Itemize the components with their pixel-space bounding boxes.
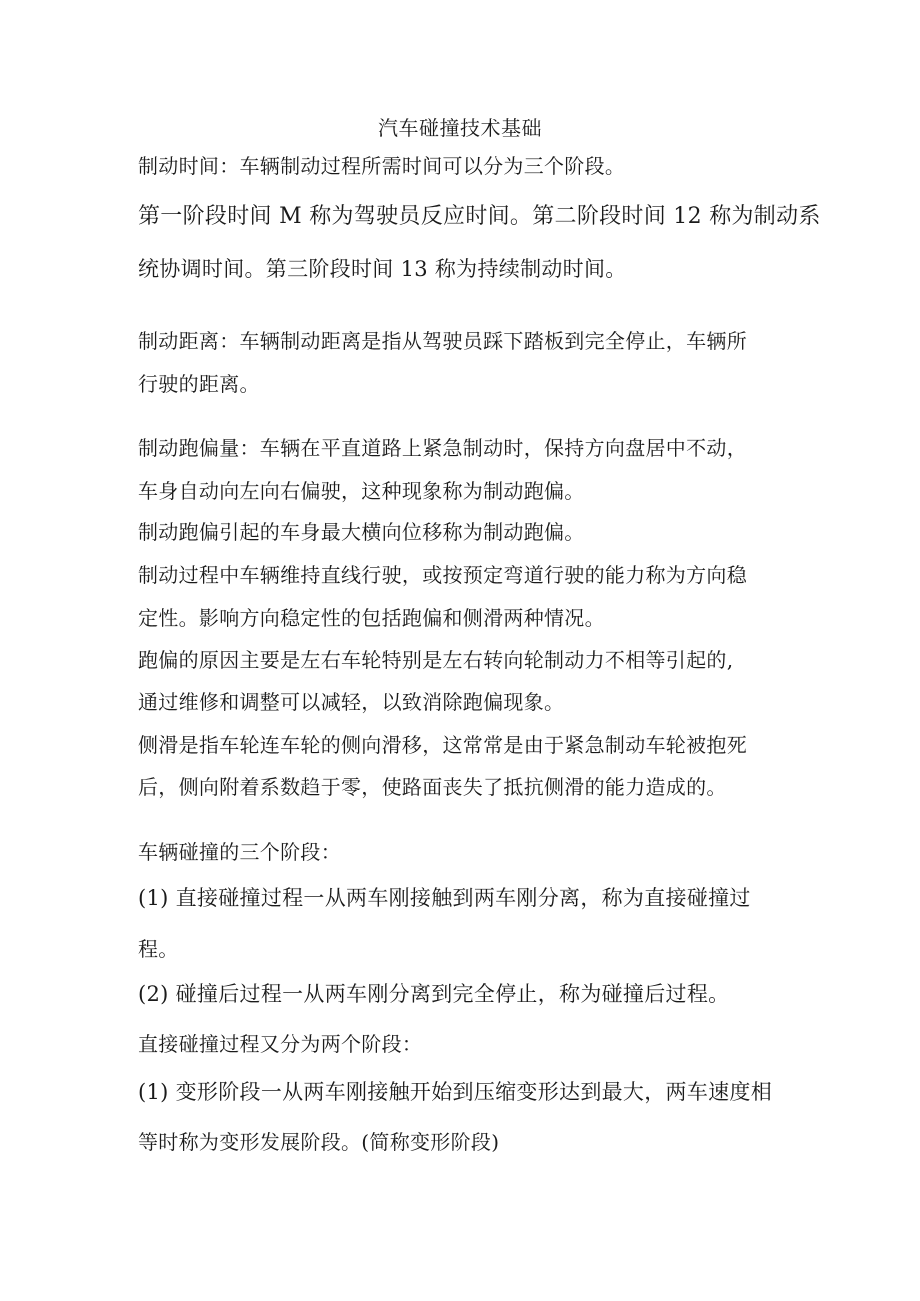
paragraph-line: 统协调时间。第三阶段时间 13 称为持续制动时间。 [138, 257, 627, 281]
paragraph-line: (1) 变形阶段一从两车刚接触开始到压缩变形达到最大，两车速度相 [138, 1080, 773, 1104]
paragraph-line: 车身自动向左向右偏驶，这种现象称为制动跑偏。 [138, 479, 585, 503]
paragraph-line: 程。 [138, 937, 179, 961]
paragraph-line: 制动过程中车辆维持直线行驶，或按预定弯道行驶的能力称为方向稳 [138, 563, 747, 587]
paragraph-line: 制动距离：车辆制动距离是指从驾驶员踩下踏板到完全停止，车辆所 [138, 329, 747, 353]
paragraph-line: 通过维修和调整可以减轻，以致消除跑偏现象。 [138, 690, 565, 714]
paragraph-line: 定性。影响方向稳定性的包括跑偏和侧滑两种情况。 [138, 606, 605, 630]
paragraph-line: 第一阶段时间 M 称为驾驶员反应时间。第二阶段时间 12 称为制动系 [138, 204, 821, 229]
paragraph-line: 制动跑偏引起的车身最大横向位移称为制动跑偏。 [138, 520, 585, 544]
paragraph-line: 直接碰撞过程又分为两个阶段： [138, 1032, 423, 1056]
paragraph-line: 后，侧向附着系数趋于零，使路面丧失了抵抗侧滑的能力造成的。 [138, 775, 727, 799]
paragraph-line: 行驶的距离。 [138, 372, 260, 396]
paragraph-line: 车辆碰撞的三个阶段： [138, 840, 341, 864]
paragraph-line: 制动时间：车辆制动过程所需时间可以分为三个阶段。 [138, 154, 626, 178]
paragraph-line: 等时称为变形发展阶段。(简称变形阶段) [138, 1130, 500, 1154]
document-title: 汽车碰撞技术基础 [378, 116, 542, 140]
paragraph-line: 跑偏的原因主要是左右车轮特别是左右转向轮制动力不相等引起的, [138, 648, 734, 672]
paragraph-line: (2) 碰撞后过程一从两车刚分离到完全停止，称为碰撞后过程。 [138, 982, 730, 1006]
paragraph-line: (1) 直接碰撞过程一从两车刚接触到两车刚分离，称为直接碰撞过 [138, 886, 751, 910]
paragraph-line: 侧滑是指车轮连车轮的侧向滑移，这常常是由于紧急制动车轮被抱死 [138, 733, 747, 757]
paragraph-line: 制动跑偏量：车辆在平直道路上紧急制动时，保持方向盘居中不动， [138, 436, 747, 460]
